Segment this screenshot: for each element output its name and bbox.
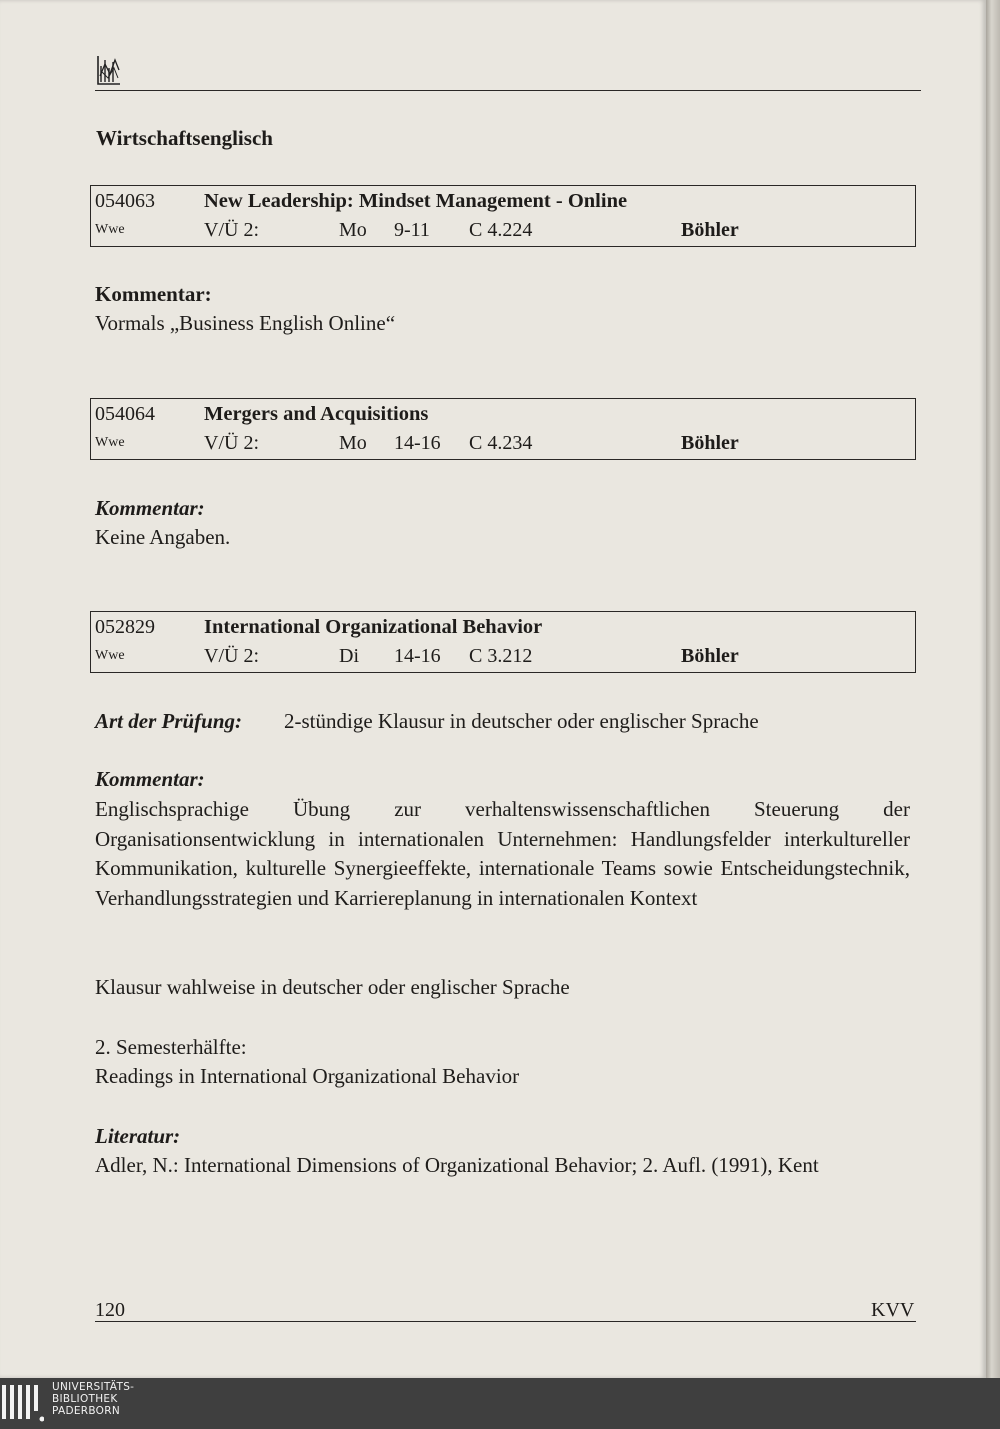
section-title: Wirtschaftsenglisch	[96, 126, 273, 150]
course-program: Wwe	[95, 222, 125, 237]
page-edge	[986, 0, 1000, 1378]
readings-text: Readings in International Organizational Behavior	[95, 1064, 520, 1088]
course-type: V/Ü 2:	[204, 219, 259, 241]
course-program: Wwe	[95, 435, 125, 450]
chart-logo-icon	[96, 54, 122, 86]
footer-rule	[95, 1321, 916, 1322]
course-lecturer: Böhler	[681, 219, 739, 241]
literature-text: Adler, N.: International Dimensions of Organizational Behavior; 2. Aufl. (1991), Kent	[95, 1153, 819, 1177]
library-logo-icon	[2, 1383, 44, 1423]
literature-label: Literatur:	[95, 1124, 181, 1148]
course3-comment-text: Englischsprachige Übung zur verhaltenswissenschaftlichen Steuerung der Organisationsentwicklung in internationalen Unternehmen: Handlungsfelder interkultureller Kommunikation, kulturelle Synergieeffekte, internationale Teams sowie Entscheidungstechnik, Verhandlungsstrategien und Karriereplanung in internationalen Kontext	[95, 797, 910, 910]
semester-label: 2. Semesterhälfte:	[95, 1035, 247, 1059]
course-lecturer: Böhler	[681, 645, 739, 667]
course-box-054063	[90, 185, 916, 247]
course-title: International Organizational Behavior	[204, 616, 543, 638]
course-number: 052829	[95, 616, 155, 638]
course-time: 14-16	[394, 645, 441, 667]
page-number: 120	[95, 1299, 125, 1321]
course-title: Mergers and Acquisitions	[204, 403, 429, 425]
course-time: 9-11	[394, 219, 430, 241]
library-name-line2: BIBLIOTHEK	[52, 1393, 118, 1405]
course-number: 054064	[95, 403, 155, 425]
course-day: Mo	[339, 219, 367, 241]
exam-label: Art der Prüfung:	[95, 709, 243, 733]
library-name-line3: PADERBORN	[52, 1405, 120, 1417]
course-type: V/Ü 2:	[204, 432, 259, 454]
course-program: Wwe	[95, 648, 125, 663]
course-day: Mo	[339, 432, 367, 454]
course-room: C 4.224	[469, 219, 533, 241]
library-banner	[0, 1378, 1000, 1429]
course-number: 054063	[95, 190, 155, 212]
footer-label: KVV	[871, 1299, 915, 1321]
course-room: C 3.212	[469, 645, 533, 667]
course3-comment-label: Kommentar:	[95, 767, 205, 791]
course2-comment-text: Keine Angaben.	[95, 525, 231, 549]
header-rule	[95, 90, 921, 91]
course-box-054064	[90, 398, 916, 460]
course1-comment-label: Kommentar:	[95, 282, 212, 306]
course-time: 14-16	[394, 432, 441, 454]
course-type: V/Ü 2:	[204, 645, 259, 667]
library-name-line1: UNIVERSITÄTS-	[52, 1381, 135, 1393]
course-room: C 4.234	[469, 432, 533, 454]
course2-comment-label: Kommentar:	[95, 496, 205, 520]
course-box-052829	[90, 611, 916, 673]
course-lecturer: Böhler	[681, 432, 739, 454]
exam-text: 2-stündige Klausur in deutscher oder englischer Sprache	[284, 709, 759, 733]
course1-comment-text: Vormals „Business English Online“	[95, 311, 396, 335]
course-day: Di	[339, 645, 359, 667]
course-title: New Leadership: Mindset Management - Online	[204, 190, 628, 212]
exam-note: Klausur wahlweise in deutscher oder englischer Sprache	[95, 975, 570, 999]
